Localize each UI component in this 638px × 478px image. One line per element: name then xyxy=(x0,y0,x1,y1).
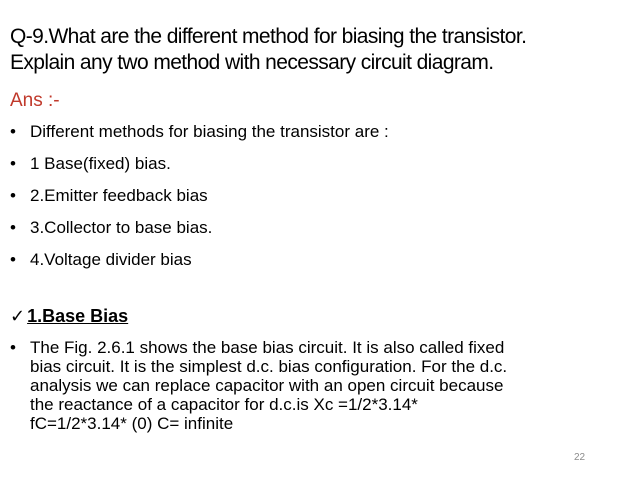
list-item xyxy=(10,153,630,185)
paragraph-line: The Fig. 2.6.1 shows the base bias circuit. It is also called fixed xyxy=(30,338,505,357)
list-item xyxy=(10,217,630,249)
bullet-icon: • xyxy=(10,338,16,357)
paragraph-line: the reactance of a capacitor for d.c.is Xc =1/2*3.14* xyxy=(30,395,418,414)
description-paragraph xyxy=(10,338,630,433)
title-line-1: Q-9.What are the different method for biasing the transistor. xyxy=(10,25,527,48)
page-number: 22 xyxy=(574,452,586,463)
title-line-2: Explain any two method with necessary circuit diagram. xyxy=(10,51,494,74)
list-item xyxy=(10,121,630,153)
bullet-icon: • xyxy=(10,250,16,269)
paragraph-line: analysis we can replace capacitor with an open circuit because xyxy=(30,376,504,395)
checkmark-icon: ✓ xyxy=(10,306,26,326)
bullet-icon: • xyxy=(10,218,16,237)
bullet-icon: • xyxy=(10,122,16,141)
answer-label: Ans :- xyxy=(10,90,60,111)
bias-methods-list xyxy=(10,121,630,281)
list-item-text: 1 Base(fixed) bias. xyxy=(30,154,171,173)
section-heading-label: 1.Base Bias xyxy=(27,306,129,326)
bullet-icon: • xyxy=(10,186,16,205)
list-item xyxy=(10,185,630,217)
list-item-text: Different methods for biasing the transistor are : xyxy=(30,122,389,141)
list-item-text: 2.Emitter feedback bias xyxy=(30,186,208,205)
list-item xyxy=(10,249,630,281)
section-heading xyxy=(10,305,128,327)
list-item-text: 3.Collector to base bias. xyxy=(30,218,213,237)
slide-title xyxy=(10,24,630,76)
paragraph-line: bias circuit. It is the simplest d.c. bias configuration. For the d.c. xyxy=(30,357,508,376)
bullet-icon: • xyxy=(10,154,16,173)
paragraph-line: fC=1/2*3.14* (0) C= infinite xyxy=(30,414,234,433)
list-item-text: 4.Voltage divider bias xyxy=(30,250,192,269)
